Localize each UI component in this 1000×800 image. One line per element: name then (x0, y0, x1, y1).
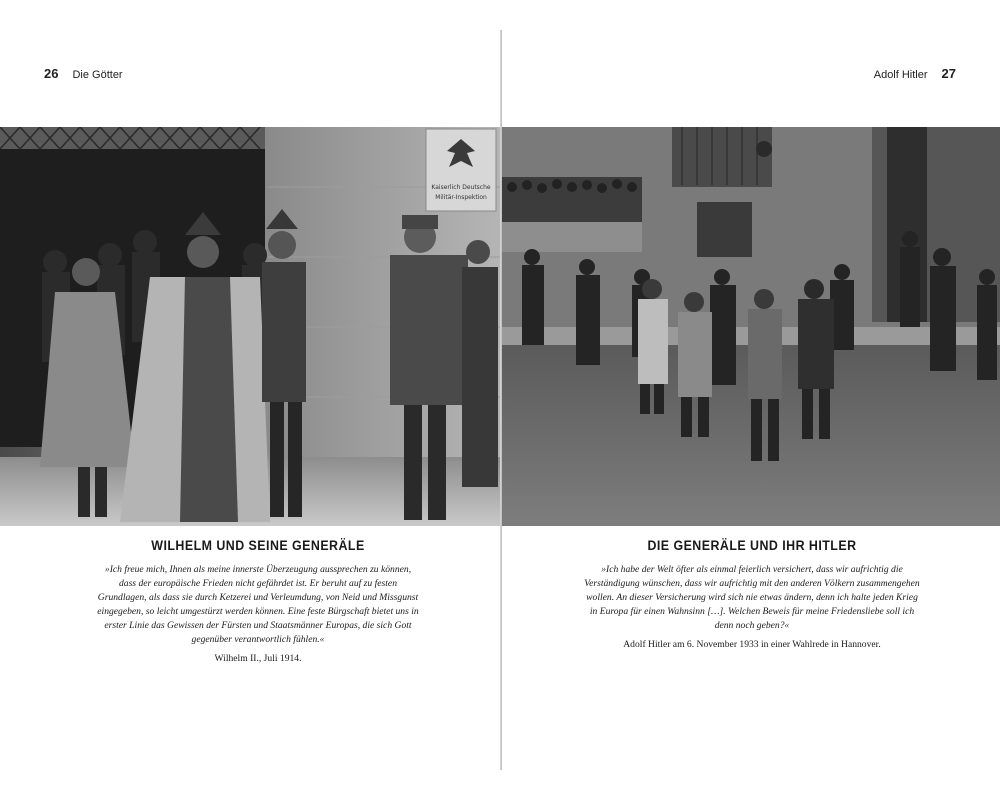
caption-hitler (582, 538, 922, 650)
caption-attribution: Wilhelm II., Juli 1914. (214, 653, 302, 664)
page-number: 26 (44, 66, 59, 81)
historical-photo-hitler (502, 127, 1000, 526)
caption-heading: DIE GENERÄLE UND IHR HITLER (647, 538, 857, 553)
left-folio (44, 66, 123, 81)
sign-text: Militär-Inspektion (435, 194, 487, 201)
caption-quote: »Ich freue mich, Ihnen als meine innerste Überzeugung aussprechen zu können, dass der europäische Frieden nicht gefährdet ist. Er beruht auf zu festen Grundlagen, als dass sie durch Ketzerei und Verleumdung, von Neid und Missgunst eingegeben, so leicht umgestürzt werden können. Eine feste Bürgschaft bietet uns in erster Linie das Gewissen der Fürsten und Staatsmänner Europas, die sich Gott gegenüber verantwortlich fühlen.« (97, 564, 419, 645)
caption-wilhelm (96, 538, 420, 664)
photo-hitler-generals (502, 127, 1000, 526)
caption-attribution: Adolf Hitler am 6. November 1933 in einer Wahlrede in Hannover. (623, 639, 881, 650)
right-folio (874, 66, 956, 81)
caption-heading: WILHELM UND SEINE GENERÄLE (151, 538, 365, 553)
page-number: 27 (941, 66, 956, 81)
running-head: Adolf Hitler (873, 69, 928, 81)
caption-quote: »Ich habe der Welt öfter als einmal feierlich versichert, dass wir aufrichtig die Verständigung wünschen, dass wir aufrichtig mit den anderen Völkern zusammengehen wollen. An dieser Versicherung wird sich nie etwas ändern, denn ich halte jeden Krieg in Europa für einen Wahnsinn […]. Welchen Beweis für meine Friedensliebe soll ich denn noch geben?« (584, 564, 920, 631)
historical-photo-wilhelm (0, 127, 500, 526)
right-page (502, 0, 1000, 800)
sign-text: Kaiserlich Deutsche (431, 184, 491, 191)
running-head: Die Götter (72, 69, 123, 81)
photo-wilhelm-generals (0, 127, 500, 526)
